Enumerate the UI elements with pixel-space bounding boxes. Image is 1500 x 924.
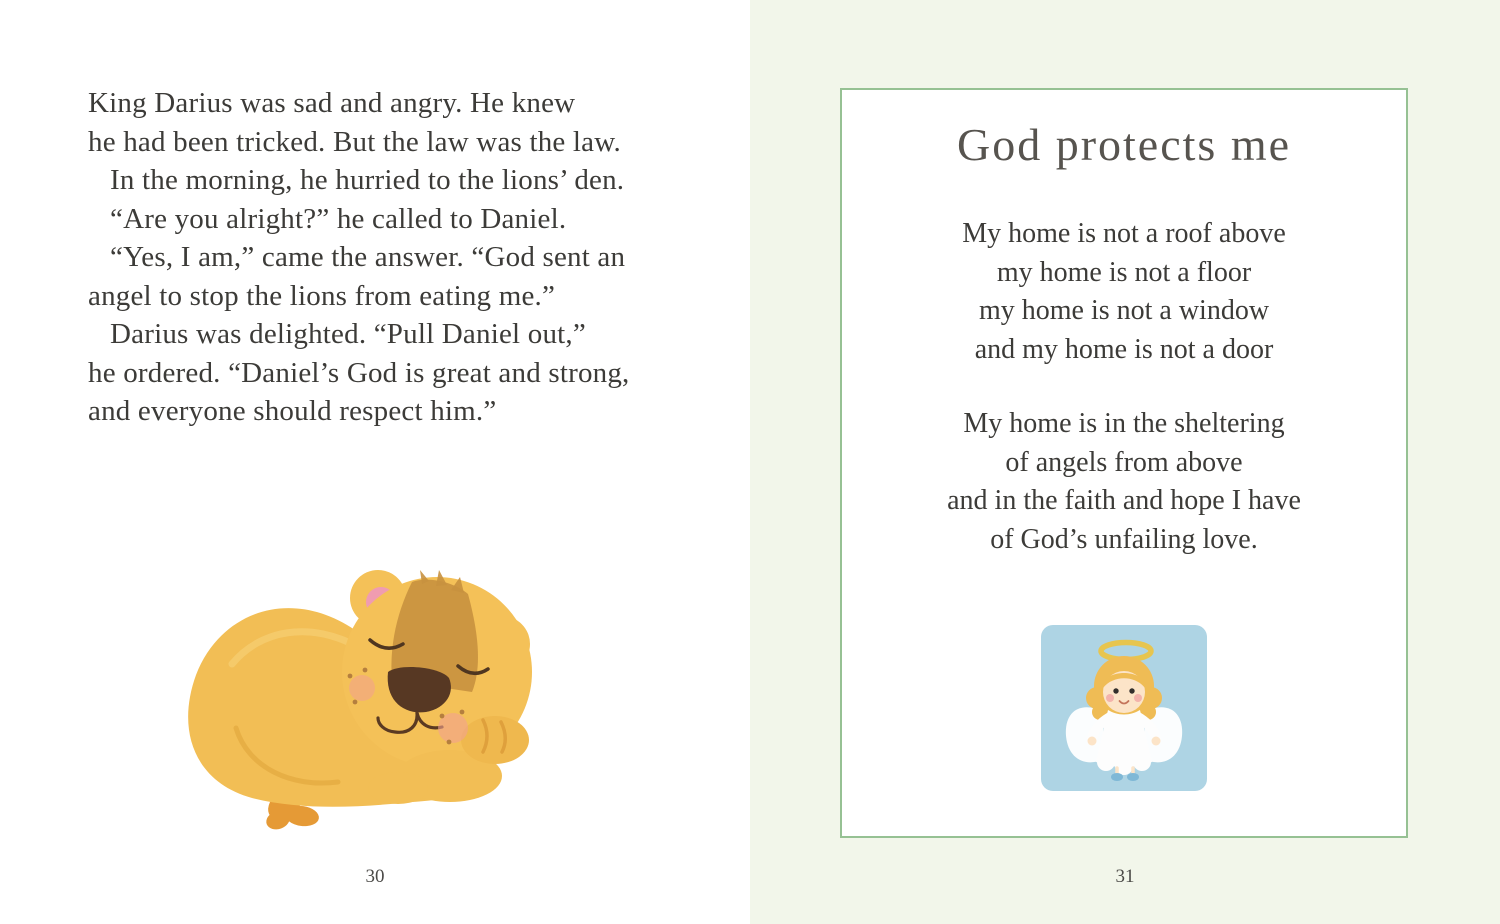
sleeping-lion-illustration bbox=[150, 560, 570, 840]
poem-title: God protects me bbox=[956, 119, 1292, 170]
story-line: he had been tricked. But the law was the law. bbox=[88, 125, 621, 158]
poem-stanza-1 bbox=[962, 215, 1286, 369]
poem-line: My home is in the sheltering bbox=[963, 408, 1285, 439]
poem-line: my home is not a floor bbox=[996, 256, 1252, 288]
story-text bbox=[88, 84, 698, 431]
page-number-left: 30 bbox=[365, 866, 385, 887]
story-line: he ordered. “Daniel’s God is great and strong, bbox=[88, 356, 630, 389]
story-line: King Darius was sad and angry. He knew bbox=[88, 87, 576, 119]
poem-line: of angels from above bbox=[1005, 446, 1243, 478]
story-line: “Are you alright?” he called to Daniel. bbox=[110, 202, 567, 235]
story-line: “Yes, I am,” came the answer. “God sent an bbox=[110, 241, 626, 273]
poem-line: of God’s unfailing love. bbox=[990, 523, 1258, 555]
page-right bbox=[750, 0, 1500, 924]
page-number-right: 31 bbox=[1115, 866, 1135, 887]
story-line: In the morning, he hurried to the lions’ den. bbox=[110, 164, 625, 196]
angel-illustration bbox=[1040, 624, 1208, 792]
poem-line: and my home is not a door bbox=[974, 333, 1274, 365]
story-line: angel to stop the lions from eating me.” bbox=[88, 279, 556, 312]
poem-line: my home is not a window bbox=[978, 295, 1270, 326]
poem-line: My home is not a roof above bbox=[962, 218, 1286, 249]
story-line: Darius was delighted. “Pull Daniel out,” bbox=[110, 318, 586, 350]
poem-frame bbox=[840, 88, 1408, 838]
story-line: and everyone should respect him.” bbox=[88, 395, 497, 427]
poem-line: and in the faith and hope I have bbox=[947, 485, 1301, 516]
poem-stanza-2 bbox=[947, 405, 1301, 559]
